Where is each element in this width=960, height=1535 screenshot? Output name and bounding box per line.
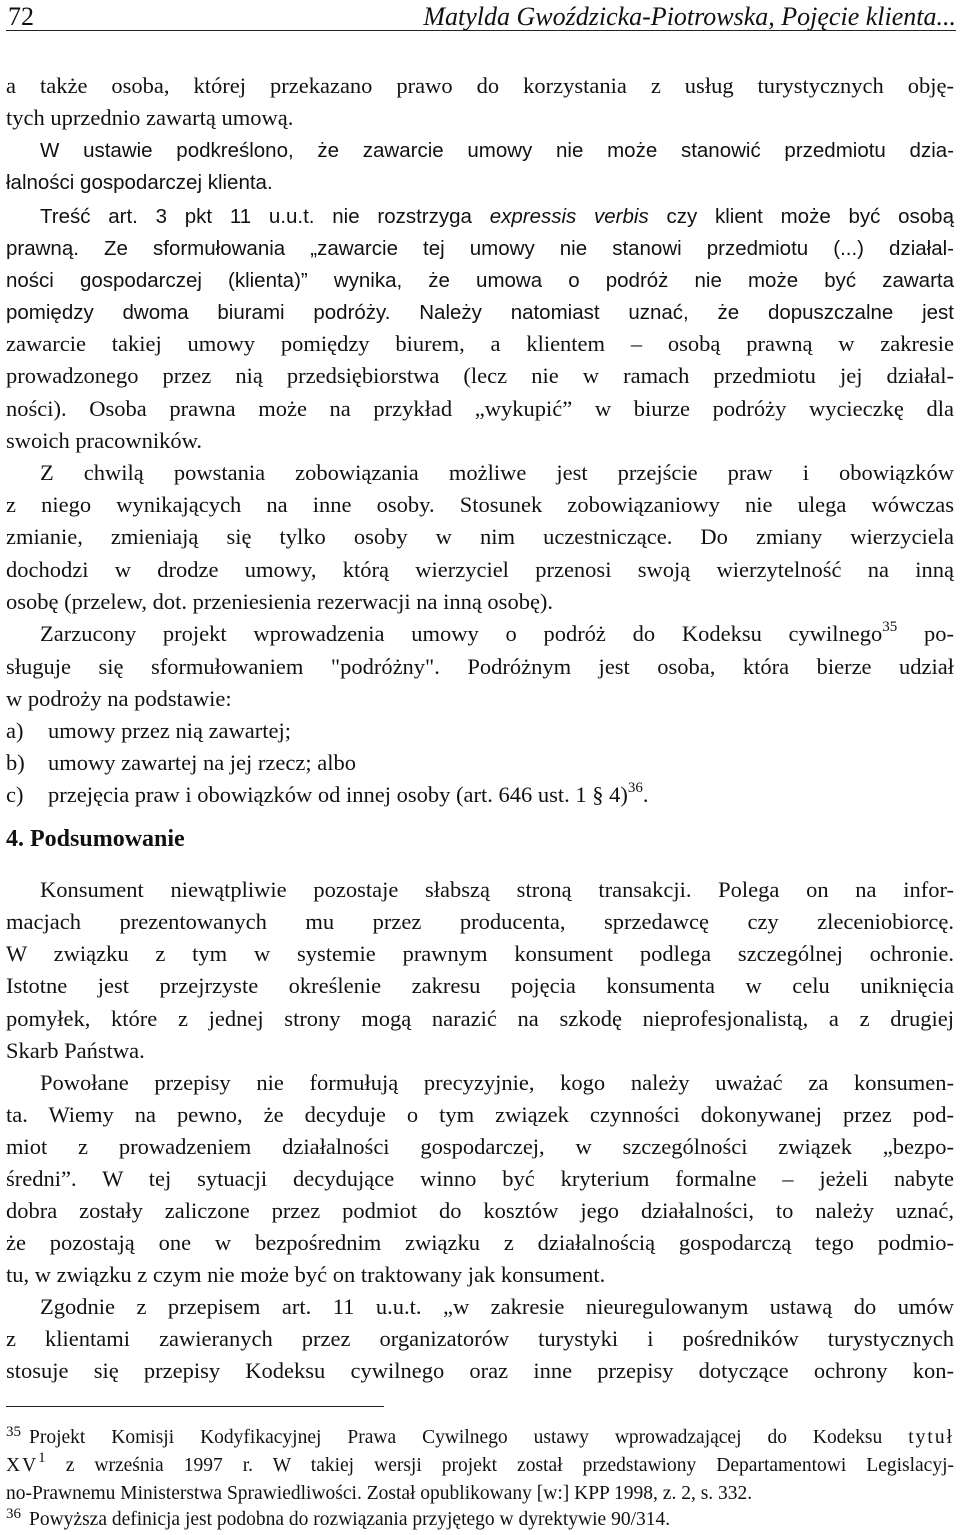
text-line: Skarb Państwa. [6,1038,145,1063]
text-line: że pozostają one w bezpośrednim związku z działalnością gospodarczą tego podmio- [6,1230,954,1255]
footnote-35-line: $XV^1$ z września 1997 r. W takiej wersji projekt został przedstawiony Departamentowi Legislacyj- [6,1449,954,1476]
list-item: b) umowy zawartej na jej rzecz; albo [6,750,356,775]
text-line: swoich pracowników. [6,428,202,453]
text-line: Z chwilą powstania zobowiązania możliwe jest przejście praw i obowiązków [40,460,954,485]
text-line: tu, w związku z czym nie może być on traktowany jak konsument. [6,1262,606,1287]
text-line: W ustawie podkreślono, że zawarcie umowy nie może stanowić przedmiotu dzia- [40,139,954,162]
page-number: 72 [8,2,34,31]
text-line: zmianie, zmieniają się tylko osoby w nim uczestniczące. Do zmiany wierzyciela [6,524,954,549]
footnote-35-line: no-Prawnemu Ministerstwa Sprawiedliwości. Został opublikowany [w:] KPP 1998, z. 2, s. 332. [6,1483,753,1504]
text-line: Powołane przepisy nie formułują precyzyjnie, kogo należy uważać za konsumen- [40,1070,954,1095]
footnote-ref-35: 35 [882,618,898,635]
running-title: Matylda Gwoździcka-Piotrowska, Pojęcie klienta... [423,2,956,31]
text-line: dobra zostały zaliczone przez podmiot do kosztów jego działalności, to należy uznać, [6,1198,954,1223]
text-line: z klientami zawieranych przez organizatorów turystyki i pośredników turystycznych [6,1326,954,1351]
footnote-ref-36: 36 [627,779,643,796]
footnote-35: $^{35}$ Projekt Komisji Kodyfikacyjnej Prawa Cywilnego ustawy wprowadzającej do Kodeksu tytuł [6,1424,954,1448]
list-item: a) umowy przez nią zawartej; [6,718,292,743]
text-line: pomiędzy dwoma biurami podróży. Należy natomiast uznać, że dopuszczalne jest [6,301,954,324]
text-line: dochodzi w drodze umowy, którą wierzyciel przenosi swoją wierzytelność na inną [6,557,954,582]
text-line: Treść art. 3 pkt 11 u.u.t. nie rozstrzyga expressis verbis czy klient może być osobą [40,205,954,228]
footnote-divider [6,1406,384,1407]
text-line: W związku z tym w systemie prawnym konsument podlega szczególnej ochronie. [6,941,954,966]
text-line: zawarcie takiej umowy pomiędzy biurem, a klientem – osobą prawną w zakresie [6,331,954,356]
text-line: Istotne jest przejrzyste określenie zakresu pojęcia konsumenta w celu uniknięcia [6,973,954,998]
text-line: łalności gospodarczej klienta. [6,171,273,194]
text-line: prawną. Ze sformułowania „zawarcie tej umowy nie stanowi przedmiotu (...) działal- [6,237,954,260]
text-line: sługuje się sformułowaniem "podróżny". Podróżnym jest osoba, która bierze udział [6,654,954,679]
text-line: Zgodnie z przepisem art. 11 u.u.t. „w zakresie nieuregulowanym ustawą do umów [40,1294,954,1319]
text-line: pomyłek, które z jednej strony mogą narazić na szkodę nieprofesjonalistą, a z drugiej [6,1006,954,1031]
text-line: osobę (przelew, dot. przeniesienia rezerwacji na inną osobę). [6,589,554,614]
footnote-36: $^{36}$ Powyższa definicja jest podobna do rozwiązania przyjętego w dyrektywie 90/314. [6,1506,671,1530]
text-line: macjach prezentowanych mu przez producenta, sprzedawcę czy zleceniobiorcę. [6,909,954,934]
text-line: średni”. W tej sytuacji decydujące winno być kryterium formalne – jeżeli nabyte [6,1166,954,1191]
text-line: ności gospodarczej (klienta)” wynika, że umowa o podróż nie może być zawarta [6,269,954,292]
text-line: z niego wynikających na inne osoby. Stosunek zobowiązaniowy nie ulega wówczas [6,492,954,517]
page-header [6,0,956,31]
text-line: Zarzucony projekt wprowadzenia umowy o podróż do Kodeksu cywilnego$^{35}$ po- [40,618,955,646]
text-line: miot z prowadzeniem działalności gospodarczej, w szczególności związek „bezpo- [6,1134,954,1159]
text-line: ności). Osoba prawna może na przykład „wykupić” w biurze podróży wycieczkę dla [6,396,954,421]
text-line: w podroży na podstawie: [6,686,232,711]
text-line: stosuje się przepisy Kodeksu cywilnego oraz inne przepisy dotyczące ochrony kon- [6,1358,954,1383]
text-line: a także osoba, której przekazano prawo do korzystania z usług turystycznych obję- [6,73,954,98]
text-line: tych uprzednio zawartą umową. [6,105,294,130]
list-item: c) przejęcia praw i obowiązków od innej osoby (art. 646 ust. 1 § 4)$^{36}$. [6,779,649,807]
section-heading: 4. Podsumowanie [6,826,185,852]
text-line: prowadzonego przez nią przedsiębiorstwa (lecz nie w ramach przedmiotu jej działal- [6,363,954,388]
text-line: ta. Wiemy na pewno, że decyduje o tym związek czynności dokonywanej przez pod- [6,1102,954,1127]
text-line: Konsument niewątpliwie pozostaje słabszą stroną transakcji. Polega on na infor- [40,877,954,902]
